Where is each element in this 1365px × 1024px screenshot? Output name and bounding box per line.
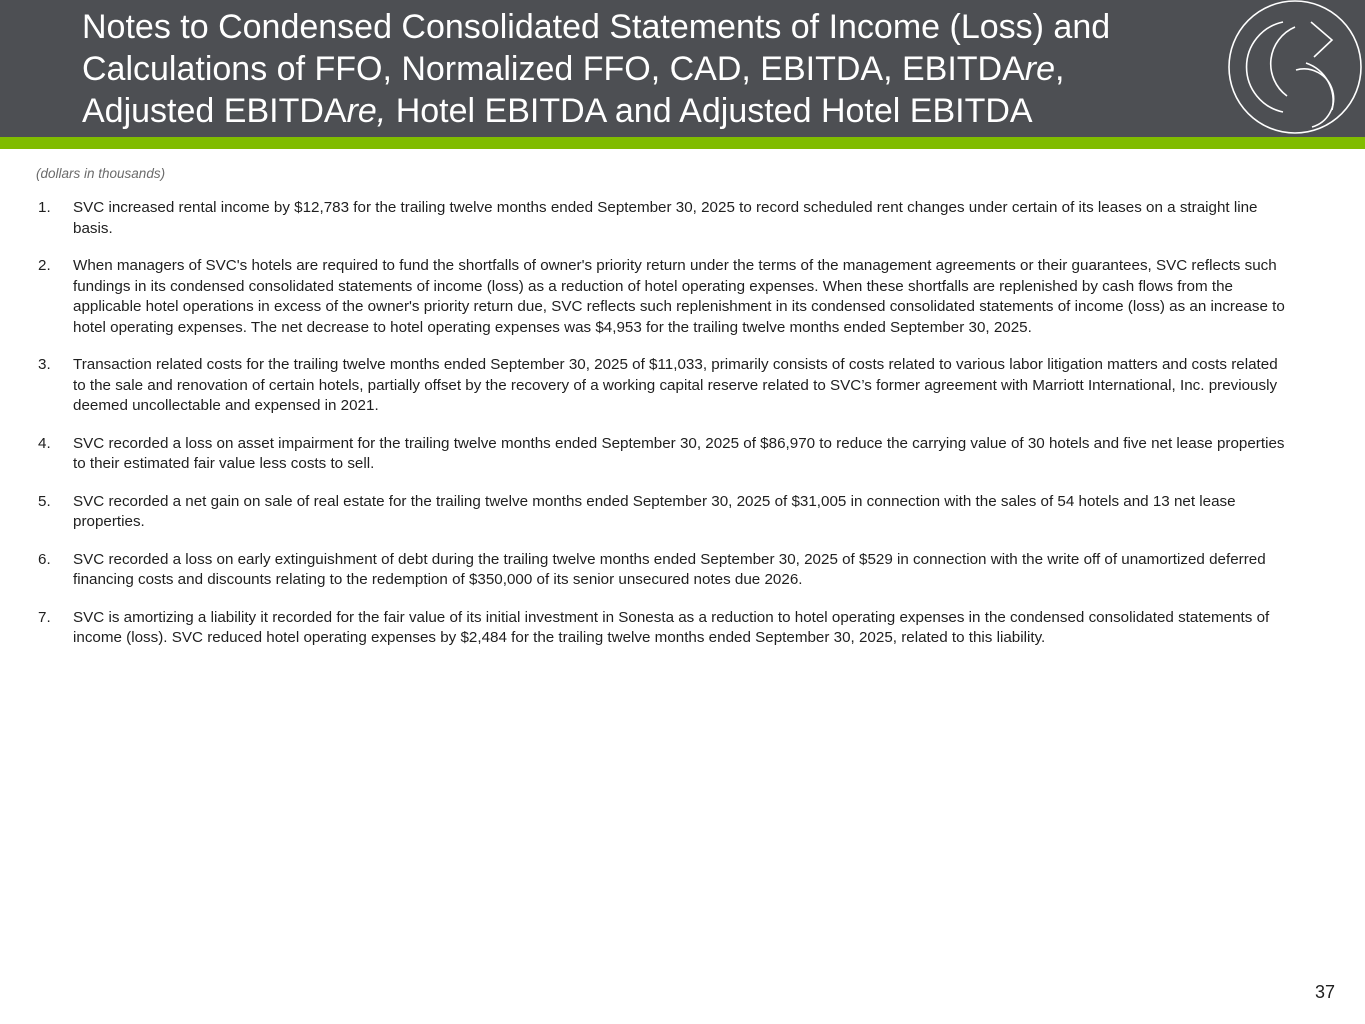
title-line-2-italic: re [1024,50,1056,88]
note-item [36,434,1286,475]
note-number: 3. [38,356,51,373]
title-line-3: Adjusted EBITDA [82,92,347,130]
company-logo-icon [1226,0,1365,137]
note-number: 2. [38,257,51,274]
page-title [82,6,1202,132]
note-text: SVC is amortizing a liability it recorded for the fair value of its initial investment in Sonesta as a reduction to hotel operating expenses in the condensed consolidated statements of income (loss). SVC reduced hotel operating expenses by $2,484 for the trailing twelve months ended September 30, 2025, related to this liability. [73,608,1270,646]
note-text: SVC recorded a loss on early extinguishment of debt during the trailing twelve months ended September 30, 2025 of $529 in connection with the write off of unamortized deferred financing costs and discounts relating to the redemption of $350,000 of its senior unsecured notes due 2026. [73,550,1266,588]
note-text: SVC recorded a loss on asset impairment for the trailing twelve months ended September 30, 2025 of $86,970 to reduce the carrying value of 30 hotels and five net lease properties to their estimated fair value less costs to sell. [73,434,1285,472]
page-number: 37 [1314,982,1335,1002]
note-item [36,198,1286,239]
accent-bar [0,137,1365,149]
note-item [36,550,1286,591]
note-item [36,492,1286,533]
note-number: 7. [38,608,51,626]
note-number: 6. [38,550,51,568]
note-number: 1. [38,199,51,216]
title-line-3-italic: re, [346,92,387,130]
page-header [0,0,1365,137]
note-item [36,608,1286,649]
title-line-2-end: , [1055,50,1065,88]
note-number: 4. [38,434,51,452]
units-note: (dollars in thousands) [36,166,166,181]
notes-list [36,198,1286,666]
note-number: 5. [38,492,51,510]
note-item [36,256,1286,338]
note-text: SVC recorded a net gain on sale of real estate for the trailing twelve months ended September 30, 2025 of $31,005 in connection with the sales of 54 hotels and 13 net lease properties. [73,492,1236,530]
note-text: When managers of SVC's hotels are required to fund the shortfalls of owner's priority return under the terms of the management agreements or their guarantees, SVC reflects such fundings in its condensed consolidated statements of income (loss) as a reduction of hotel operating expenses. When these shortfalls are replenished by cash flows from the applicable hotel operations in excess of the owner's priority return due, SVC reflects such replenishment in its condensed consolidated statements of income (loss) as an increase to hotel operating expenses. The net decrease to hotel operating expenses was $4,953 for the trailing twelve months ended September 30, 2025. [73,257,1285,336]
note-item [36,355,1286,417]
title-line-2: Calculations of FFO, Normalized FFO, CAD, EBITDA, EBITDA [82,50,1025,88]
title-line-3-end: Hotel EBITDA and Adjusted Hotel EBITDA [386,92,1033,130]
title-line-1: Notes to Condensed Consolidated Statements of Income (Loss) and [82,8,1111,46]
note-text: Transaction related costs for the trailing twelve months ended September 30, 2025 of $11,033, primarily consists of costs related to various labor litigation matters and costs related to the sale and renovation of certain hotels, partially offset by the recovery of a working capital reserve related to SVC’s former agreement with Marriott International, Inc. previously deemed uncollectable and expensed in 2021. [73,356,1278,414]
note-text: SVC increased rental income by $12,783 for the trailing twelve months ended September 30, 2025 to record scheduled rent changes under certain of its leases on a straight line basis. [73,199,1258,237]
